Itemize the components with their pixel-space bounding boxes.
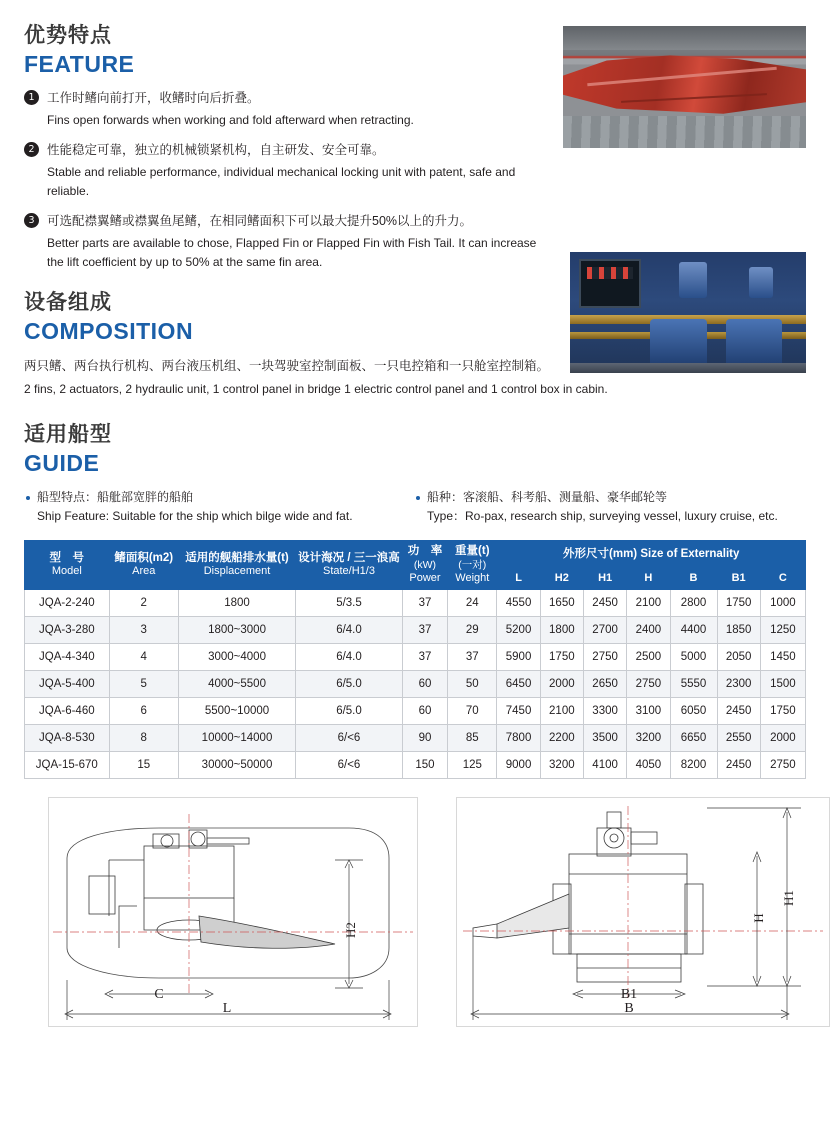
cell-C: 2750 bbox=[760, 751, 805, 778]
guide-columns bbox=[24, 488, 806, 526]
feature-item-cn: 性能稳定可靠，独立的机械锁紧机构，自主研发、安全可靠。 bbox=[47, 143, 385, 158]
guide-title-en: GUIDE bbox=[24, 450, 100, 477]
cell-B1: 2450 bbox=[717, 697, 760, 724]
cell-L: 9000 bbox=[497, 751, 540, 778]
drawing-side-view bbox=[48, 797, 418, 1027]
guide-left-cn-row bbox=[24, 488, 414, 507]
cell-H2: 3200 bbox=[540, 751, 583, 778]
photo2-valve-1 bbox=[679, 262, 707, 298]
cell-model: JQA-3-280 bbox=[25, 616, 110, 643]
th-ext-B1: B1 bbox=[717, 568, 760, 589]
cell-B1: 2450 bbox=[717, 751, 760, 778]
cell-model: JQA-4-340 bbox=[25, 643, 110, 670]
feature-item-en: Better parts are available to chose, Flapped Fin or Flapped Fin with Fish Tail. It can increase the lift coefficient by up to 50% at the same fin area. bbox=[47, 235, 537, 269]
drawing-front-view-svg bbox=[457, 798, 829, 1026]
cell-model: JQA-5-400 bbox=[25, 670, 110, 697]
cell-C: 2000 bbox=[760, 724, 805, 751]
cell-state: 6/<6 bbox=[296, 751, 403, 778]
drawing-side-view-svg bbox=[49, 798, 417, 1026]
cell-displacement: 1800~3000 bbox=[178, 616, 295, 643]
cell-power: 37 bbox=[402, 643, 447, 670]
drawing-right-label-H1: H1 bbox=[781, 889, 796, 906]
th-ext-B: B bbox=[670, 568, 717, 589]
th-model bbox=[25, 541, 110, 589]
th-displacement-cn: 适用的舰船排水量(t) bbox=[185, 552, 289, 565]
drawing-left-label-L: L bbox=[222, 1000, 232, 1016]
table-head bbox=[25, 541, 806, 589]
photo2-floor bbox=[570, 363, 806, 373]
cell-area: 3 bbox=[109, 616, 178, 643]
cell-L: 7800 bbox=[497, 724, 540, 751]
cell-B: 8200 bbox=[670, 751, 717, 778]
table-header-row-1 bbox=[25, 541, 806, 568]
cell-L: 5900 bbox=[497, 643, 540, 670]
th-ext-H1: H1 bbox=[583, 568, 626, 589]
cell-L: 7450 bbox=[497, 697, 540, 724]
cell-B1: 2550 bbox=[717, 724, 760, 751]
cell-H1: 2450 bbox=[583, 589, 626, 616]
th-externality-group: 外形尺寸(mm) Size of Externality bbox=[497, 541, 806, 568]
drawing-left-label-H2: H2 bbox=[343, 921, 358, 938]
cell-power: 37 bbox=[402, 616, 447, 643]
guide-right-cn-row bbox=[414, 488, 806, 507]
cell-H: 2100 bbox=[627, 589, 670, 616]
guide-column-right bbox=[414, 488, 806, 526]
th-displacement bbox=[178, 541, 295, 589]
cell-displacement: 30000~50000 bbox=[178, 751, 295, 778]
guide-title-cn: 适用船型 bbox=[24, 423, 112, 447]
cell-C: 1750 bbox=[760, 697, 805, 724]
cell-weight: 29 bbox=[448, 616, 497, 643]
guide-left-en: Ship Feature: Suitable for the ship which bilge wide and fat. bbox=[37, 509, 353, 524]
table-row bbox=[25, 751, 806, 778]
photo-hydraulic-room bbox=[570, 252, 806, 373]
th-area-en: Area bbox=[132, 565, 156, 578]
cell-state: 6/5.0 bbox=[296, 697, 403, 724]
drawing-right-label-B1: B1 bbox=[620, 986, 638, 1002]
th-displacement-en: Displacement bbox=[203, 565, 271, 578]
cell-H: 2400 bbox=[627, 616, 670, 643]
th-ext-C: C bbox=[760, 568, 805, 589]
cell-H2: 2100 bbox=[540, 697, 583, 724]
cell-state: 6/5.0 bbox=[296, 670, 403, 697]
cell-model: JQA-6-460 bbox=[25, 697, 110, 724]
cell-H1: 2750 bbox=[583, 643, 626, 670]
cell-H: 3100 bbox=[627, 697, 670, 724]
th-power-cn: 功 率 bbox=[407, 545, 443, 558]
cell-area: 5 bbox=[109, 670, 178, 697]
th-model-en: Model bbox=[51, 565, 82, 578]
composition-text-cn: 两只鳍、两台执行机构、两台液压机组、一块驾驶室控制面板、一只电控箱和一只舱室控制箱。 bbox=[24, 359, 550, 373]
cell-power: 37 bbox=[402, 589, 447, 616]
photo-hydraulic-room-image bbox=[570, 252, 806, 373]
photo2-control-panel bbox=[579, 259, 640, 307]
cell-H2: 1750 bbox=[540, 643, 583, 670]
cell-area: 4 bbox=[109, 643, 178, 670]
photo1-highlight-1 bbox=[588, 67, 777, 87]
cell-B: 5550 bbox=[670, 670, 717, 697]
th-state-cn: 设计海况 / 三一浪高 bbox=[298, 552, 400, 565]
guide-left-cn: 船型特点：船舭部宽胖的船舶 bbox=[37, 490, 194, 505]
cell-state: 6/<6 bbox=[296, 724, 403, 751]
photo2-machine-1 bbox=[650, 319, 707, 370]
cell-power: 90 bbox=[402, 724, 447, 751]
cell-state: 5/3.5 bbox=[296, 589, 403, 616]
cell-model: JQA-15-670 bbox=[25, 751, 110, 778]
drawing-left-label-C: C bbox=[154, 986, 164, 1002]
cell-B1: 2050 bbox=[717, 643, 760, 670]
cell-power: 60 bbox=[402, 670, 447, 697]
cell-area: 15 bbox=[109, 751, 178, 778]
th-weight bbox=[448, 541, 497, 589]
cell-C: 1000 bbox=[760, 589, 805, 616]
cell-area: 6 bbox=[109, 697, 178, 724]
photo1-highlight-2 bbox=[621, 93, 767, 103]
technical-drawings bbox=[24, 797, 806, 1035]
table-body bbox=[25, 589, 806, 778]
cell-displacement: 5500~10000 bbox=[178, 697, 295, 724]
feature-number-badge: 3 bbox=[24, 213, 39, 228]
cell-B: 2800 bbox=[670, 589, 717, 616]
cell-B: 6050 bbox=[670, 697, 717, 724]
guide-right-cn: 船种：客滚船、科考船、测量船、豪华邮轮等 bbox=[427, 490, 668, 505]
th-weight-cn: 重量(t) bbox=[455, 545, 490, 558]
cell-H1: 2650 bbox=[583, 670, 626, 697]
cell-H: 4050 bbox=[627, 751, 670, 778]
th-state-en: State/H1/3 bbox=[322, 565, 375, 578]
cell-H2: 2200 bbox=[540, 724, 583, 751]
guide-right-en: Type：Ro-pax, research ship, surveying vessel, luxury cruise, etc. bbox=[427, 509, 778, 524]
cell-L: 5200 bbox=[497, 616, 540, 643]
drawing-right-label-H: H bbox=[751, 913, 766, 923]
feature-item-cn: 可选配襟翼鳍或襟翼鱼尾鳍，在相同鳍面积下可以最大提升50%以上的升力。 bbox=[47, 214, 473, 229]
th-ext-H: H bbox=[627, 568, 670, 589]
feature-item bbox=[24, 212, 554, 271]
photo2-machine-2 bbox=[726, 319, 783, 370]
feature-item-cn-row bbox=[24, 141, 554, 160]
cell-B: 5000 bbox=[670, 643, 717, 670]
cell-C: 1250 bbox=[760, 616, 805, 643]
cell-weight: 85 bbox=[448, 724, 497, 751]
cell-L: 6450 bbox=[497, 670, 540, 697]
table-row bbox=[25, 616, 806, 643]
cell-power: 60 bbox=[402, 697, 447, 724]
th-weight-unit: (一对) bbox=[458, 558, 487, 571]
th-area-cn: 鳍面积(m2) bbox=[114, 552, 174, 565]
feature-item-en: Fins open forwards when working and fold afterward when retracting. bbox=[47, 112, 414, 127]
table-row bbox=[25, 670, 806, 697]
th-weight-en: Weight bbox=[455, 571, 490, 584]
cell-H1: 2700 bbox=[583, 616, 626, 643]
th-power-unit: (kW) bbox=[413, 558, 437, 571]
specification-table bbox=[24, 540, 806, 778]
cell-H1: 3300 bbox=[583, 697, 626, 724]
cell-state: 6/4.0 bbox=[296, 643, 403, 670]
cell-model: JQA-8-530 bbox=[25, 724, 110, 751]
cell-H: 2500 bbox=[627, 643, 670, 670]
cell-displacement: 10000~14000 bbox=[178, 724, 295, 751]
feature-number-badge: 2 bbox=[24, 142, 39, 157]
cell-B1: 1850 bbox=[717, 616, 760, 643]
cell-displacement: 4000~5500 bbox=[178, 670, 295, 697]
photo2-valve-2 bbox=[749, 267, 773, 298]
feature-item-cn: 工作时鳍向前打开，收鳍时向后折叠。 bbox=[47, 90, 260, 105]
th-ext-L: L bbox=[497, 568, 540, 589]
cell-H1: 4100 bbox=[583, 751, 626, 778]
cell-weight: 24 bbox=[448, 589, 497, 616]
th-power-en: Power bbox=[409, 571, 441, 584]
cell-C: 1450 bbox=[760, 643, 805, 670]
cell-B1: 2300 bbox=[717, 670, 760, 697]
feature-item-en: Stable and reliable performance, individual mechanical locking unit with patent, safe and reliable. bbox=[47, 164, 516, 198]
cell-displacement: 1800 bbox=[178, 589, 295, 616]
composition-title-cn: 设备组成 bbox=[24, 291, 112, 315]
th-ext-H2: H2 bbox=[540, 568, 583, 589]
photo-fin-assembly bbox=[563, 26, 806, 148]
th-power bbox=[402, 541, 447, 589]
feature-title-cn: 优势特点 bbox=[24, 24, 112, 47]
feature-number-badge: 1 bbox=[24, 90, 39, 105]
th-area bbox=[109, 541, 178, 589]
cell-H: 2750 bbox=[627, 670, 670, 697]
feature-item bbox=[24, 141, 554, 200]
bullet-dot-icon bbox=[26, 496, 30, 500]
feature-item bbox=[24, 89, 554, 129]
table-row bbox=[25, 589, 806, 616]
cell-weight: 50 bbox=[448, 670, 497, 697]
cell-H2: 2000 bbox=[540, 670, 583, 697]
cell-power: 150 bbox=[402, 751, 447, 778]
cell-area: 2 bbox=[109, 589, 178, 616]
cell-C: 1500 bbox=[760, 670, 805, 697]
table-row bbox=[25, 643, 806, 670]
th-model-cn: 型 号 bbox=[49, 552, 85, 565]
guide-column-left bbox=[24, 488, 414, 526]
feature-title-en: FEATURE bbox=[24, 51, 135, 78]
cell-weight: 125 bbox=[448, 751, 497, 778]
drawing-front-view bbox=[456, 797, 830, 1027]
photo-fin-assembly-image bbox=[563, 26, 806, 148]
cell-H1: 3500 bbox=[583, 724, 626, 751]
cell-H2: 1800 bbox=[540, 616, 583, 643]
cell-area: 8 bbox=[109, 724, 178, 751]
table-row bbox=[25, 697, 806, 724]
cell-B: 6650 bbox=[670, 724, 717, 751]
table-row bbox=[25, 724, 806, 751]
cell-model: JQA-2-240 bbox=[25, 589, 110, 616]
cell-H: 3200 bbox=[627, 724, 670, 751]
photo1-background bbox=[563, 26, 806, 50]
composition-text-en: 2 fins, 2 actuators, 2 hydraulic unit, 1 control panel in bridge 1 electric control panel and 1 control box in cabin. bbox=[24, 382, 608, 396]
cell-L: 4550 bbox=[497, 589, 540, 616]
cell-B: 4400 bbox=[670, 616, 717, 643]
composition-title-en: COMPOSITION bbox=[24, 318, 194, 345]
feature-list bbox=[24, 89, 554, 271]
cell-weight: 37 bbox=[448, 643, 497, 670]
cell-weight: 70 bbox=[448, 697, 497, 724]
cell-displacement: 3000~4000 bbox=[178, 643, 295, 670]
drawing-right-label-B: B bbox=[624, 1000, 634, 1016]
bullet-dot-icon bbox=[416, 496, 420, 500]
cell-B1: 1750 bbox=[717, 589, 760, 616]
th-state bbox=[296, 541, 403, 589]
section-guide bbox=[24, 421, 806, 526]
feature-item-cn-row bbox=[24, 89, 554, 108]
feature-item-cn-row bbox=[24, 212, 554, 231]
cell-H2: 1650 bbox=[540, 589, 583, 616]
cell-state: 6/4.0 bbox=[296, 616, 403, 643]
